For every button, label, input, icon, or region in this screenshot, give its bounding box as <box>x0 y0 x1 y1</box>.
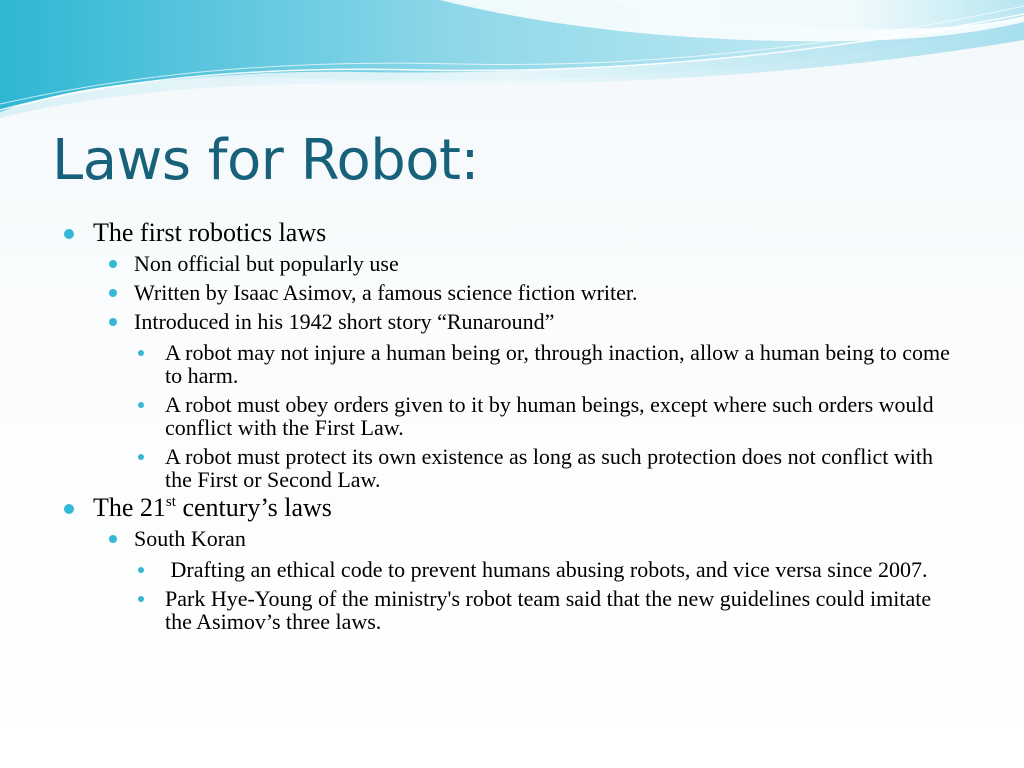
slide-content <box>60 216 960 633</box>
bullet-text: Non official but popularly use <box>134 251 399 276</box>
bullet-21st-century-laws <box>60 493 960 523</box>
bullet-icon <box>138 454 144 460</box>
slide-title: Laws for Robot: <box>52 128 479 193</box>
law-two <box>60 393 955 439</box>
bullet-icon <box>109 260 117 268</box>
bullet-icon <box>109 289 117 297</box>
bullet-first-robotics-laws <box>60 218 960 248</box>
bullet-text: Drafting an ethical code to prevent humans abusing robots, and vice versa since 2007. <box>165 557 928 582</box>
law-three <box>60 445 955 491</box>
bullet-text: Written by Isaac Asimov, a famous science fiction writer. <box>134 280 638 305</box>
bullet-text-before: The 21 <box>93 493 166 522</box>
bullet-list <box>60 218 960 633</box>
bullet-text: A robot must protect its own existence as long as such protection does not conflict with the First or Second Law. <box>165 444 934 492</box>
sub-bullet-introduced <box>60 309 960 335</box>
bullet-text: A robot must obey orders given to it by human beings, except where such orders would conflict with the First Law. <box>165 392 934 440</box>
bullet-icon <box>109 318 117 326</box>
sub-sub-bullet-ethical-code <box>60 558 955 581</box>
bullet-text: The first robotics laws <box>93 218 327 247</box>
sub-bullet-written-by <box>60 280 960 306</box>
bullet-icon <box>138 350 144 356</box>
bullet-text: South Koran <box>134 526 246 551</box>
bullet-icon <box>138 402 144 408</box>
law-one <box>60 341 955 387</box>
sub-bullet-south-koran <box>60 526 960 552</box>
bullet-icon <box>109 535 117 543</box>
header-wave-decoration <box>0 0 1024 130</box>
bullet-text: A robot may not injure a human being or, through inaction, allow a human being to come to harm. <box>165 340 950 388</box>
bullet-text-superscript: st <box>165 494 176 510</box>
bullet-text: Park Hye-Young of the ministry's robot team said that the new guidelines could imitate the Asimov’s three laws. <box>165 586 932 634</box>
bullet-icon <box>64 504 74 514</box>
sub-bullet-non-official <box>60 251 960 277</box>
sub-sub-bullet-park-hye-young <box>60 587 955 633</box>
bullet-text-after: century’s laws <box>175 493 332 522</box>
bullet-icon <box>138 567 144 573</box>
bullet-text: Introduced in his 1942 short story “Runaround” <box>134 309 555 334</box>
bullet-icon <box>138 596 144 602</box>
bullet-icon <box>64 229 74 239</box>
